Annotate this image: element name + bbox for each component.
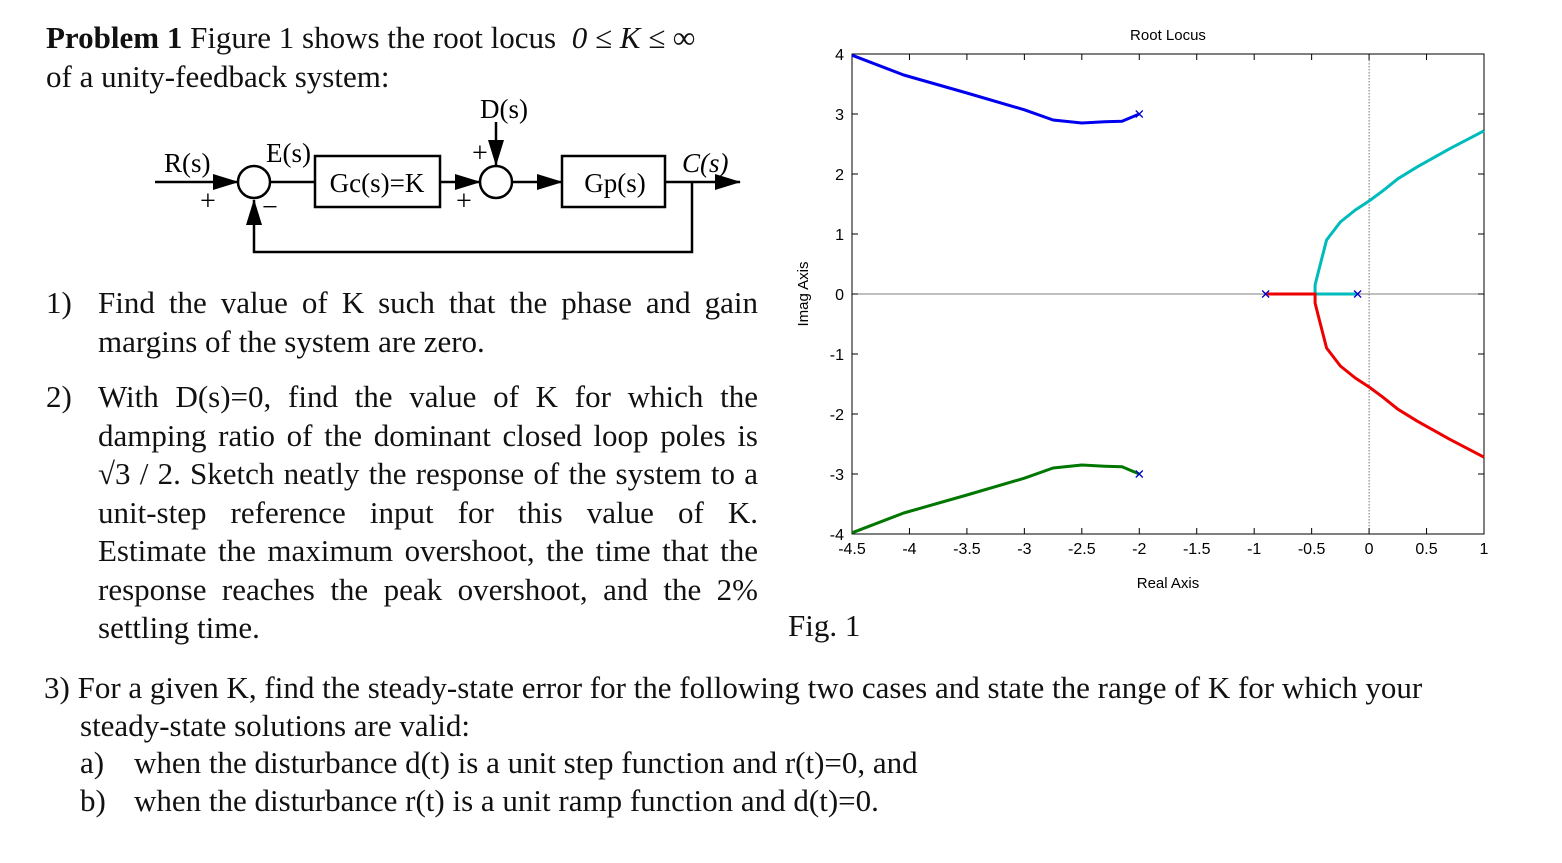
question-3-line2: steady-state solutions are valid:: [80, 707, 470, 743]
x-tick-label: 1: [1479, 541, 1489, 558]
y-tick-label: 2: [835, 167, 844, 184]
input-label: R(s): [164, 148, 211, 178]
question-2-number: 2): [46, 379, 72, 414]
y-tick-label: 3: [835, 107, 844, 124]
question-3b-label: b): [80, 782, 106, 818]
y-tick-label: -1: [829, 347, 844, 364]
problem-intro: [46, 18, 758, 96]
x-tick-label: 0: [1364, 541, 1374, 558]
question-1-number: 1): [46, 285, 72, 320]
x-tick-label: -2: [1132, 541, 1147, 558]
question-1-text: Find the value of K such that the phase and gain margins of the system are zero.: [98, 285, 758, 359]
sum1-minus-sign: −: [262, 192, 278, 223]
question-3b: [80, 782, 1544, 820]
question-3: [44, 669, 1544, 819]
output-label: C(s): [682, 148, 729, 178]
x-tick-label: -4.5: [838, 541, 866, 558]
y-tick-label: -2: [829, 407, 844, 424]
question-3-line1: 3) For a given K, find the steady-state error for the following two cases and state the range of K for which your: [44, 670, 1423, 705]
y-tick-label: -4: [829, 527, 844, 544]
summing-junction-2: [480, 166, 512, 198]
chart-title: Root Locus: [1130, 27, 1206, 44]
problem-intro-line2: of a unity-feedback system:: [46, 59, 390, 94]
y-tick-label: 4: [835, 47, 844, 64]
x-tick-label: -1: [1247, 541, 1262, 558]
y-tick-label: -3: [829, 467, 844, 484]
problem-title: Problem 1: [46, 20, 183, 55]
question-3b-text: when the disturbance r(t) is a unit ramp function and d(t)=0.: [134, 782, 879, 818]
error-label: E(s): [266, 138, 311, 168]
damping-ratio-math: √3 / 2: [98, 456, 174, 491]
problem-intro-text: Figure 1 shows the root locus: [190, 20, 557, 55]
figure-caption: Fig. 1: [788, 608, 861, 643]
question-1: [46, 284, 758, 361]
x-tick-label: -3: [1017, 541, 1032, 558]
x-tick-label: -1.5: [1182, 541, 1211, 558]
sum2-plus-top: +: [472, 138, 488, 169]
plant-label: Gp(s): [584, 168, 646, 198]
sum2-plus-left: +: [456, 186, 472, 217]
x-tick-label: -0.5: [1297, 541, 1326, 558]
sum1-plus-sign: +: [200, 186, 216, 217]
disturbance-label: D(s): [480, 94, 528, 124]
question-3a-text: when the disturbance d(t) is a unit step function and r(t)=0, and: [134, 745, 918, 780]
question-3a: [80, 744, 1544, 782]
root-locus-chart: [780, 18, 1500, 603]
block-diagram: [150, 92, 760, 262]
x-tick-label: -2.5: [1068, 541, 1096, 558]
controller-label: Gc(s)=K: [329, 168, 425, 198]
x-axis-label: Real Axis: [1136, 575, 1200, 592]
x-tick-label: -4: [902, 541, 917, 558]
question-2-body: [98, 378, 758, 648]
y-axis-label: Imag Axis: [795, 261, 812, 327]
x-tick-label: -3.5: [953, 541, 981, 558]
question-2-text-a: With D(s)=0, find the value of K for which the damping ratio of the dominant closed loop poles is: [98, 379, 758, 453]
y-tick-label: 0: [835, 287, 844, 304]
question-3a-label: a): [80, 745, 105, 780]
x-tick-label: 0.5: [1415, 541, 1438, 558]
question-2: [46, 378, 758, 648]
y-tick-label: 1: [835, 227, 844, 244]
question-2-text-b: . Sketch neatly the response of the system to a unit-step reference input for this value of K. Estimate the maximum overshoot, the time that the response reaches the peak overshoot, and the 2% settling time.: [98, 456, 758, 645]
problem-heading-line: [46, 18, 758, 57]
locus-range: 0 ≤ K ≤ ∞: [571, 20, 696, 55]
